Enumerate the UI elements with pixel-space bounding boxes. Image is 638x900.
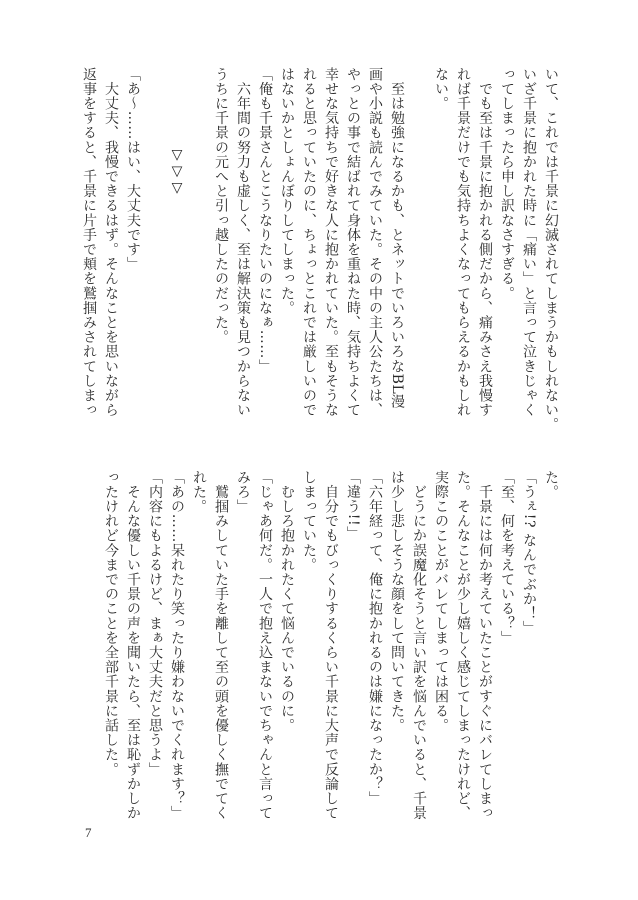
text-line: れると思っていたのに、ちょっとこれでは厳しいので: [301, 67, 317, 418]
text-line: 「じゃあ何だ。一人で抱え込まないでちゃんと言って: [257, 470, 273, 821]
text-line: ない。: [433, 67, 449, 111]
text-line: みろ」: [235, 470, 251, 514]
text-line: 「六年経って、俺に抱かれるのは嫌になったか？」: [367, 470, 383, 806]
text-line: [408, 67, 430, 422]
text-line: 大丈夫、我慢できるはず。そんなことを思いながら: [103, 67, 119, 418]
text-line: いて、これでは千景に幻滅されてしまうかもしれない。: [543, 67, 559, 432]
text-line: れば千景だけでも気持ちよくなってもらえるかもしれ: [455, 67, 471, 418]
text-line: 千景には何か考えていたことがすぐにバレてしまっ: [477, 470, 493, 821]
text-line: れた。: [191, 470, 207, 514]
text-line: 「至、何を考えている？」: [499, 470, 515, 646]
text-line: 「あ〜……はい、大丈夫です」: [125, 67, 141, 272]
lower-text-block: [92, 470, 562, 821]
text-line: そんな優しい千景の声を聞いたら、至は恥ずかしか: [125, 470, 141, 821]
text-line: 「違う!!」: [345, 470, 361, 541]
text-line: 画や小説も読んでみていた。その中の主人公たちは、: [367, 67, 383, 418]
text-line: いざ千景に抱かれた時に「痛い」と言って泣きじゃく: [521, 67, 537, 418]
text-line: どうにか誤魔化そうと言い訳を悩んでいると、千景: [411, 470, 427, 821]
text-line: むしろ抱かれたくて悩んでいるのに。: [279, 470, 295, 733]
text-line: 返事をすると、千景に片手で頬を鷲掴みされてしまっ: [81, 67, 97, 418]
text-line: 「うぇ!? なんでぶか！」: [521, 470, 537, 636]
text-line: 「俺も千景さんとこうなりたいのになぁ……」: [257, 67, 273, 374]
text-line: 鷲掴みしていた手を離して至の頭を優しく撫でてく: [213, 470, 229, 821]
text-line: しまっていた。: [301, 470, 317, 573]
text-line: ったけれど今までのことを全部千景に話した。: [103, 470, 119, 777]
text-line: 至は勉強になるかも、とネットでいろいろなBL漫: [389, 67, 405, 409]
text-line: はないかとしょんぼりしてしまった。: [279, 67, 295, 316]
upper-text-block: [81, 67, 562, 432]
text-line: 「あの……呆れたり笑ったり嫌わないでくれます？」: [169, 470, 185, 821]
text-line: [188, 67, 210, 422]
section-break-mark: ▽▽▽: [169, 147, 185, 197]
text-line: 幸せな気持ちで好きな人に抱かれていた。至もそうな: [323, 67, 339, 418]
text-line: ってしまったら申し訳なさすぎる。: [499, 67, 515, 301]
text-line: は少し悲しそうな顔をして問いてきた。: [389, 470, 405, 733]
text-line: でも至は千景に抱かれる側だから、痛みさえ我慢す: [477, 67, 493, 418]
text-line: やっとの事で結ばれて身体を重ねた時、気持ちよくて: [345, 67, 361, 418]
text-line: 実際このことがバレてしまっては困る。: [433, 470, 449, 733]
text-line: た。: [543, 470, 559, 500]
page-number: 7: [85, 825, 92, 840]
text-line: [144, 67, 166, 422]
text-line: 自分でもびっくりするくらい千景に大声で反論して: [323, 470, 339, 821]
text-line: 六年間の努力も虚しく、至は解決策も見つからない: [235, 67, 251, 418]
text-line: うちに千景の元へと引っ越したのだった。: [213, 67, 229, 345]
text-line: 「内容にもよるけど、まぁ大丈夫だと思うよ」: [147, 470, 163, 777]
text-line: た。そんなことが少し嬉しく感じてしまったけれど、: [455, 470, 471, 821]
